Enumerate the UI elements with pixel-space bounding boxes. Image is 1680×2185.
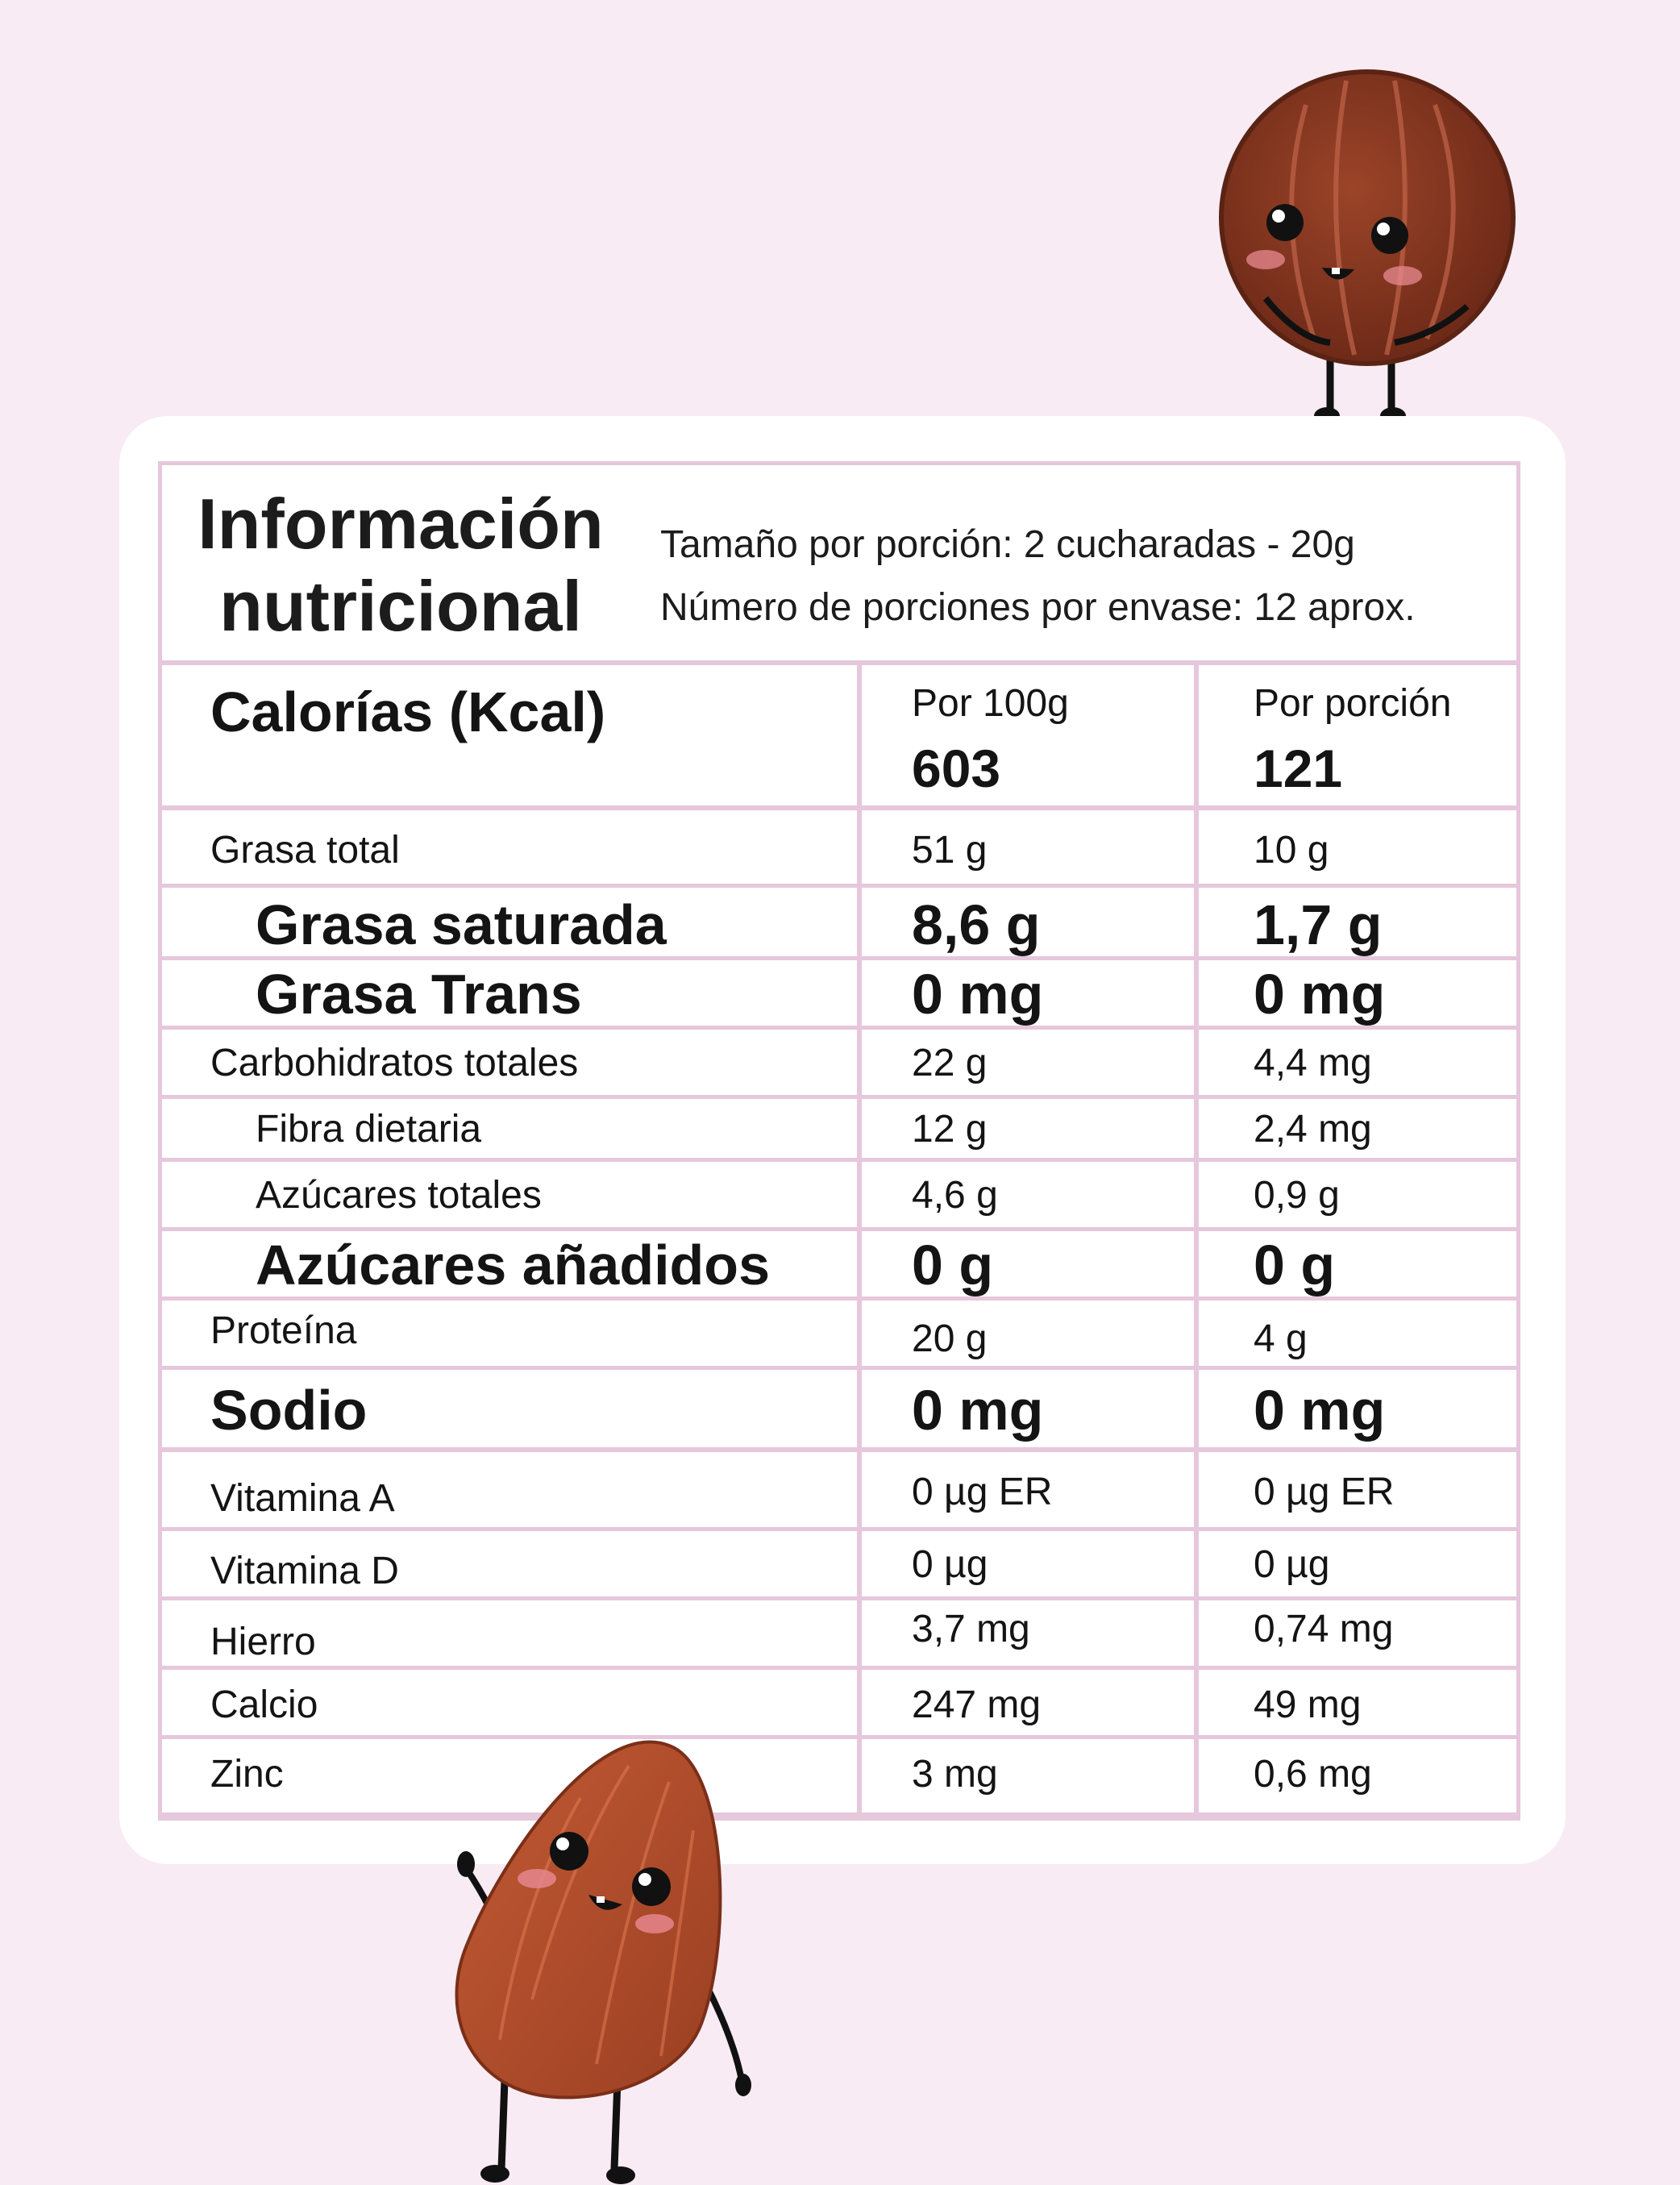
kcal-per-portion: 121 (1254, 739, 1343, 798)
nutrient-label: Vitamina A (210, 1477, 395, 1520)
table-row (162, 1162, 1516, 1231)
value-per-100g: 247 mg (912, 1683, 1042, 1726)
coconut-character-icon (1209, 56, 1524, 427)
value-per-100g: 3,7 mg (912, 1608, 1030, 1650)
value-per-100g: 0 µg ER (912, 1471, 1053, 1513)
value-per-portion: 0,6 mg (1254, 1753, 1372, 1796)
table-row (162, 1531, 1516, 1600)
serving-size: Tamaño por porción: 2 cucharadas - 20g (660, 523, 1355, 566)
panel-title (183, 483, 618, 647)
title-line-2: nutricional (219, 566, 582, 646)
table-row (162, 960, 1516, 1030)
nutrient-label: Carbohidratos totales (210, 1042, 579, 1084)
table-row (162, 1231, 1516, 1301)
value-per-100g: 51 g (912, 829, 988, 872)
nutrition-facts-panel (158, 461, 1520, 1821)
title-line-1: Información (198, 484, 604, 564)
table-row (162, 1099, 1516, 1162)
value-per-portion: 4 g (1254, 1317, 1308, 1360)
table-row (162, 888, 1516, 960)
value-per-portion: 4,4 mg (1254, 1042, 1372, 1084)
nutrient-label: Grasa saturada (256, 893, 667, 956)
value-per-portion: 0 µg (1254, 1543, 1330, 1586)
serving-info (660, 514, 1416, 639)
table-row (162, 1030, 1516, 1099)
table-row (162, 810, 1516, 888)
value-per-portion: 49 mg (1254, 1683, 1362, 1726)
table-row (162, 1370, 1516, 1452)
almond-character-icon (435, 1733, 766, 2185)
value-per-100g: 22 g (912, 1042, 988, 1084)
kcal-per-100g: 603 (912, 739, 1001, 798)
title-block (162, 465, 1516, 665)
value-per-100g: 4,6 g (912, 1174, 998, 1217)
nutrient-label: Azúcares totales (256, 1174, 542, 1217)
nutrient-label: Sodio (210, 1379, 368, 1442)
table-row (162, 1452, 1516, 1531)
value-per-100g: 8,6 g (912, 893, 1041, 956)
value-per-100g: 0 mg (912, 963, 1044, 1026)
nutrient-label: Proteína (210, 1309, 357, 1352)
value-per-portion: 0 mg (1254, 963, 1386, 1026)
table-row (162, 1739, 1516, 1817)
table-row (162, 1301, 1516, 1370)
per-portion-header: Por porción (1254, 682, 1452, 725)
value-per-portion: 0 g (1254, 1234, 1336, 1296)
value-per-100g: 0 µg (912, 1543, 988, 1586)
servings-per-container: Número de porciones por envase: 12 aprox. (660, 586, 1416, 629)
value-per-100g: 20 g (912, 1317, 988, 1360)
nutrient-label: Vitamina D (210, 1550, 399, 1592)
value-per-portion: 1,7 g (1254, 893, 1383, 956)
calories-row (162, 665, 1516, 810)
table-row (162, 1600, 1516, 1670)
value-per-portion: 10 g (1254, 829, 1329, 872)
nutrient-label: Hierro (210, 1621, 316, 1663)
calories-label: Calorías (Kcal) (210, 680, 606, 743)
value-per-100g: 0 g (912, 1234, 994, 1296)
value-per-portion: 2,4 mg (1254, 1108, 1372, 1151)
value-per-100g: 0 mg (912, 1379, 1044, 1442)
value-per-portion: 0,74 mg (1254, 1608, 1394, 1650)
nutrient-label: Azúcares añadidos (256, 1234, 770, 1296)
value-per-100g: 12 g (912, 1108, 988, 1151)
nutrient-label: Fibra dietaria (256, 1108, 482, 1151)
nutrient-label: Calcio (210, 1683, 318, 1726)
value-per-100g: 3 mg (912, 1753, 998, 1796)
nutrient-label: Grasa total (210, 829, 400, 872)
nutrient-label: Grasa Trans (256, 963, 582, 1026)
nutrient-label: Zinc (210, 1753, 284, 1796)
value-per-portion: 0 mg (1254, 1379, 1386, 1442)
value-per-portion: 0,9 g (1254, 1174, 1340, 1217)
table-row (162, 1670, 1516, 1739)
value-per-portion: 0 µg ER (1254, 1471, 1395, 1513)
per-100g-header: Por 100g (912, 682, 1069, 725)
